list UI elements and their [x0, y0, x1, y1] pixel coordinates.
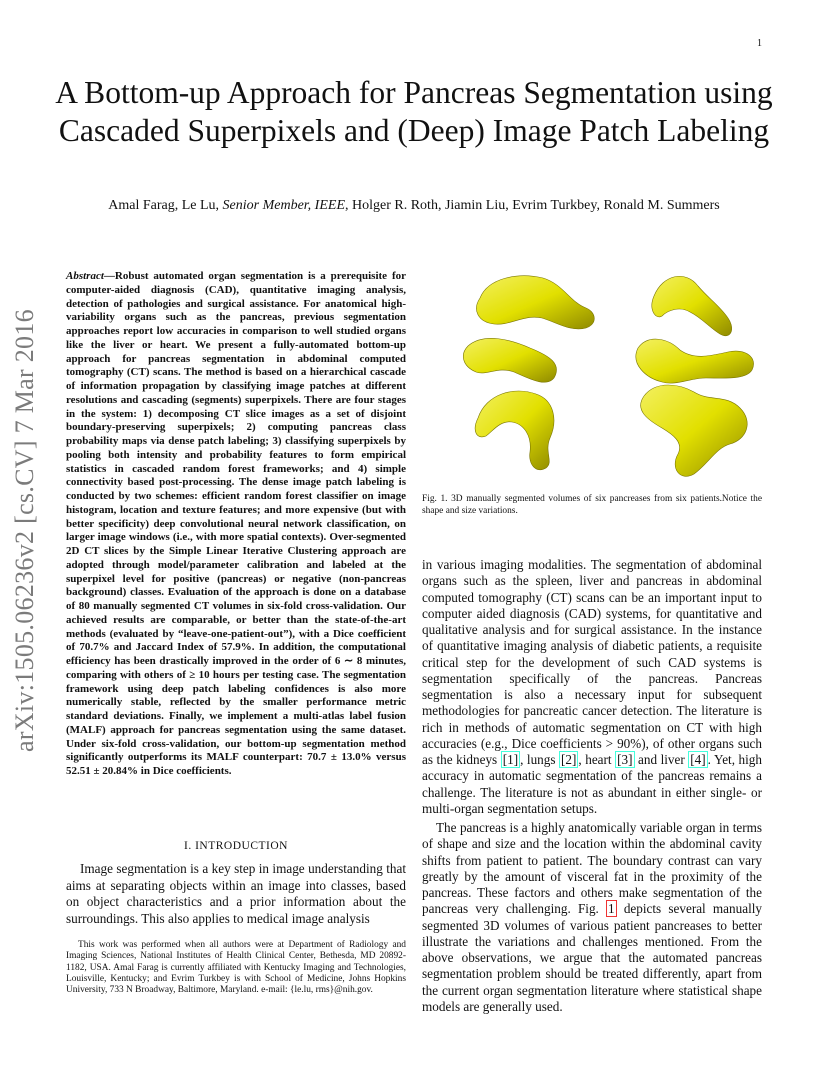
arxiv-stamp: arXiv:1505.06236v2 [cs.CV] 7 Mar 2016 — [10, 309, 39, 752]
section-heading-introduction: I. INTRODUCTION — [184, 840, 288, 852]
pancreas-volume-6 — [641, 385, 748, 476]
citation-link-1[interactable]: [1] — [502, 752, 519, 767]
p1-text-e: . Yet, high accuracy in automatic segmentation of the pancreas remains a challenge. The literature is not as abundant in either single- or multi-organ segmentation setups. — [422, 752, 762, 816]
abstract-label: Abstract — [66, 270, 104, 282]
citation-link-2[interactable]: [2] — [561, 752, 577, 767]
figure-pancreas-volumes — [458, 268, 768, 488]
figure-reference-link[interactable]: 1 — [608, 901, 615, 917]
figure-caption: Fig. 1. 3D manually segmented volumes of six pancreases from six patients.Notice the shape and size variations. — [422, 494, 762, 516]
abstract — [66, 270, 406, 779]
author-list — [40, 198, 788, 214]
intro-paragraph-continued — [422, 557, 762, 817]
citation-link-4[interactable]: [4] — [690, 752, 706, 767]
p2-text-a: The pancreas is a highly anatomically variable organ in terms of shape and size and the location within the abdominal cavity shifts from patient to patient. The boundary contrast can vary greatly by the amount of visceral fat in the proximity of the pancreas. These factors and others make segmentation of the pancreas very challenging. Fig. — [422, 820, 762, 917]
abstract-text: —Robust automated organ segmentation is a prerequisite for computer-aided diagnosis (CAD), quantitative imaging analysis, detection of pathologies and surgical assistance. For anatomical high-variability organs such as the pancreas, previous segmentation approaches report low accuracies in comparison to well studied organs like the liver or heart. We present a fully-automated bottom-up approach for pancreas segmentation in abdominal computed tomography (CT) scans. The method is based on a hierarchical cascade of information propagation by classifying image patches at different resolutions and cascading (segments) superpixels. There are four stages in the system: 1) decomposing CT slice images as a set of disjoint boundary-preserving superpixels; 2) computing pancreas class probability maps via dense patch labeling; 3) classifying superpixels by pooling both intensity and probability features to form empirical statistics in cascaded random forest frameworks; and 4) simple connectivity based post-processing. The dense image patch labeling is conducted by two schemes: efficient random forest classifier on image histogram, location and texture features; and more expensive (but with better specificity) deep convolutional neural network classification, on larger image windows (i.e., with more spatial contexts). Over-segmented 2D CT slices by the Simple Linear Iterative Clustering approach are adopted through model/parameter calibration and labeled at the superpixel level for positive (pancreas) or negative (non-pancreas background) classes. Evaluation of the approach is done on a database of 80 manually segmented CT volumes in six-fold cross-validation. Our achieved results are comparable, or better than the state-of-the-art methods (evaluated by “leave-one-patient-out”), with a Dice coefficient of 70.7% and Jaccard Index of 57.9%. In addition, the computational efficiency has been drastically improved in the order of 6 ∼ 8 minutes, comparing with others of ≥ 10 hours per testing case. The segmentation framework using deep patch labeling confidences is also more numerically stable, reflected by the smaller performance metric standard deviations. Finally, we implement a multi-atlas label fusion (MALF) approach for pancreas segmentation using the same dataset. Under six-fold cross-validation, our bottom-up segmentation method significantly outperforms its MALF counterpart: 70.7 ± 13.0% versus 52.51 ± 20.84% in Dice coefficients. — [66, 270, 406, 777]
intro-paragraph: Image segmentation is a key step in image understanding that aims at separating objects within an image into classes, based on object characteristics and a prior information about the surroundings. This also applies to medical image analysis — [66, 861, 406, 926]
intro-paragraph-2 — [422, 820, 762, 1015]
p1-text-c: , heart — [578, 752, 616, 767]
pancreas-volume-2 — [652, 276, 732, 336]
authors-part2: , Holger R. Roth, Jiamin Liu, Evrim Turkbey, Ronald M. Summers — [345, 198, 720, 213]
pancreas-volume-5 — [475, 391, 554, 470]
author-role: Senior Member, IEEE — [222, 198, 345, 213]
citation-link-3[interactable]: [3] — [617, 752, 633, 767]
authors-part1: Amal Farag, Le Lu, — [108, 198, 223, 213]
p1-text-b: , lungs — [520, 752, 560, 767]
pancreas-volume-1 — [476, 276, 594, 329]
affiliation-footnote: This work was performed when all authors were at Department of Radiology and Imaging Sciences, National Institutes of Health Clinical Center, Bethesda, MD 20892-1182, USA. Amal Farag is currently affiliated with Kentucky Imaging and Technologies, Louisville, Kentucky; and Evrim Turkbey is with School of Medicine, Johns Hopkins University, 733 N Broadway, Baltimore, Maryland. e-mail: {le.lu, rms}@nih.gov. — [66, 940, 406, 996]
p2-text-b: depicts several manually segmented 3D volumes of various patient pancreases to better illustrate the variations and challenges mentioned. From the above observations, we argue that the automated pancreas segmentation problem should be treated differently, apart from the current organ segmentation literature where statistical shape models are generally used. — [422, 901, 762, 1014]
page-number: 1 — [757, 38, 762, 49]
pancreas-volume-4 — [636, 339, 754, 383]
pancreas-volume-3 — [463, 338, 556, 382]
paper-title: A Bottom-up Approach for Pancreas Segmentation using Cascaded Superpixels and (Deep) Image Patch Labeling — [55, 75, 773, 148]
p1-text-a: in various imaging modalities. The segmentation of abdominal organs such as the spleen, liver and pancreas in abdominal computed tomography (CT) scans can be an important input to computer aided diagnosis (CAD) systems, for quantitative and qualitative analysis and for surgical assistance. In the instance of quantitative imaging analysis of diabetic patients, a requisite critical step for the development of such CAD systems is segmentation specifically of the pancreas. Pancreas segmentation is also a necessary input for subsequent methodologies for pancreatic cancer detection. The literature is rich in methods of automatic segmentation on CT with high accuracies (e.g., Dice coefficients > 90%), of other organs such as the kidneys — [422, 557, 762, 767]
p1-text-d: and liver — [634, 752, 689, 767]
